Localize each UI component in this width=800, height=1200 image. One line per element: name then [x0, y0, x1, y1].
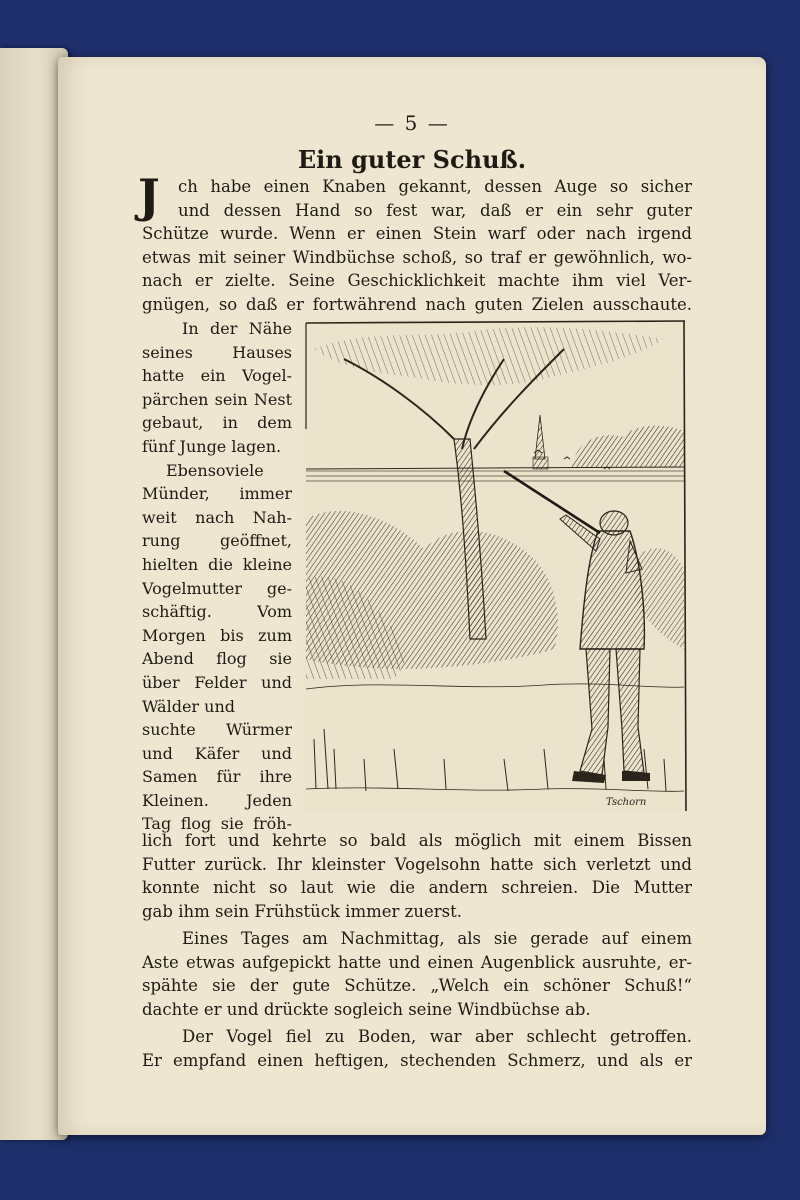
continued-paragraph [142, 829, 692, 923]
page-title: Ein guter Schuß. [297, 145, 527, 174]
text-line: seines Hauses [142, 342, 292, 362]
third-paragraph [142, 1025, 692, 1072]
book-page [58, 57, 766, 1135]
intro-paragraph [142, 175, 692, 317]
side-column-text [142, 317, 292, 836]
page-number: — 5 — [374, 111, 450, 135]
text-line: Ebensoviele [166, 460, 264, 480]
text-line: nach er zielte. Seine Geschicklichkeit machte ihm viel Ver- [142, 271, 692, 291]
text-line: Samen für ihre [142, 767, 292, 787]
text-line: Tag flog sie fröh- [142, 814, 292, 834]
text-line: pärchen sein Nest [142, 389, 292, 409]
hunter-engraving-icon [304, 319, 687, 813]
text-line: über Felder und [142, 672, 292, 692]
text-line: ch habe einen Knaben gekannt, dessen Auge so sicher [178, 177, 692, 196]
text-line: dachte er und drückte sogleich seine Windbüchse ab. [142, 999, 591, 1019]
text-line: In der Nähe [182, 319, 292, 338]
text-line: etwas mit seiner Windbüchse schoß, so traf er gewöhnlich, wo- [142, 247, 692, 267]
text-line: fünf Junge lagen. [142, 436, 282, 456]
artist-signature: Tschorn [606, 797, 647, 808]
text-line: spähte sie der gute Schütze. „Welch ein schöner Schuß!“ [142, 976, 692, 996]
drop-cap: J [138, 169, 160, 223]
text-line: Eines Tages am Nachmittag, als sie gerade auf einem [182, 929, 692, 948]
text-line: weit nach Nah- [142, 507, 292, 527]
text-line: Kleinen. Jeden [142, 790, 292, 810]
text-line: Münder, immer [142, 484, 292, 504]
text-line: Morgen bis zum [142, 625, 292, 645]
text-line: konnte nicht so laut wie die andern schreien. Die Mutter [142, 878, 692, 898]
text-line: rung geöffnet, [142, 531, 292, 551]
text-line: Wälder und [142, 696, 236, 716]
text-line: suchte Würmer [142, 720, 292, 740]
text-line: gnügen, so daß er fortwährend nach guten Zielen ausschaute. [142, 294, 692, 314]
text-line: Der Vogel fiel zu Boden, war aber schlecht getroffen. [182, 1027, 692, 1046]
text-line: Schütze wurde. Wenn er einen Stein warf oder nach irgend [142, 224, 692, 244]
text-line: gebaut, in dem [142, 413, 292, 433]
text-line: lich fort und kehrte so bald als möglich mit einem Bissen [142, 831, 692, 850]
second-paragraph [142, 927, 692, 1021]
text-line: und dessen Hand so fest war, daß er ein sehr guter [178, 200, 692, 220]
text-line: und Käfer und [142, 743, 292, 763]
text-line: Vogelmutter ge- [142, 578, 292, 598]
hunter-illustration [304, 319, 687, 813]
text-line: Futter zurück. Ihr kleinster Vogelsohn hatte sich verletzt und [142, 854, 692, 874]
text-line: schäftig. Vom [142, 602, 292, 622]
text-line: hielten die kleine [142, 554, 292, 574]
text-line: gab ihm sein Frühstück immer zuerst. [142, 901, 462, 921]
text-line: hatte ein Vogel- [142, 366, 292, 386]
text-line: Abend flog sie [142, 649, 292, 669]
text-line: Er empfand einen heftigen, stechenden Schmerz, und als er [142, 1050, 692, 1070]
text-line: Aste etwas aufgepickt hatte und einen Augenblick ausruhte, er- [142, 952, 692, 972]
